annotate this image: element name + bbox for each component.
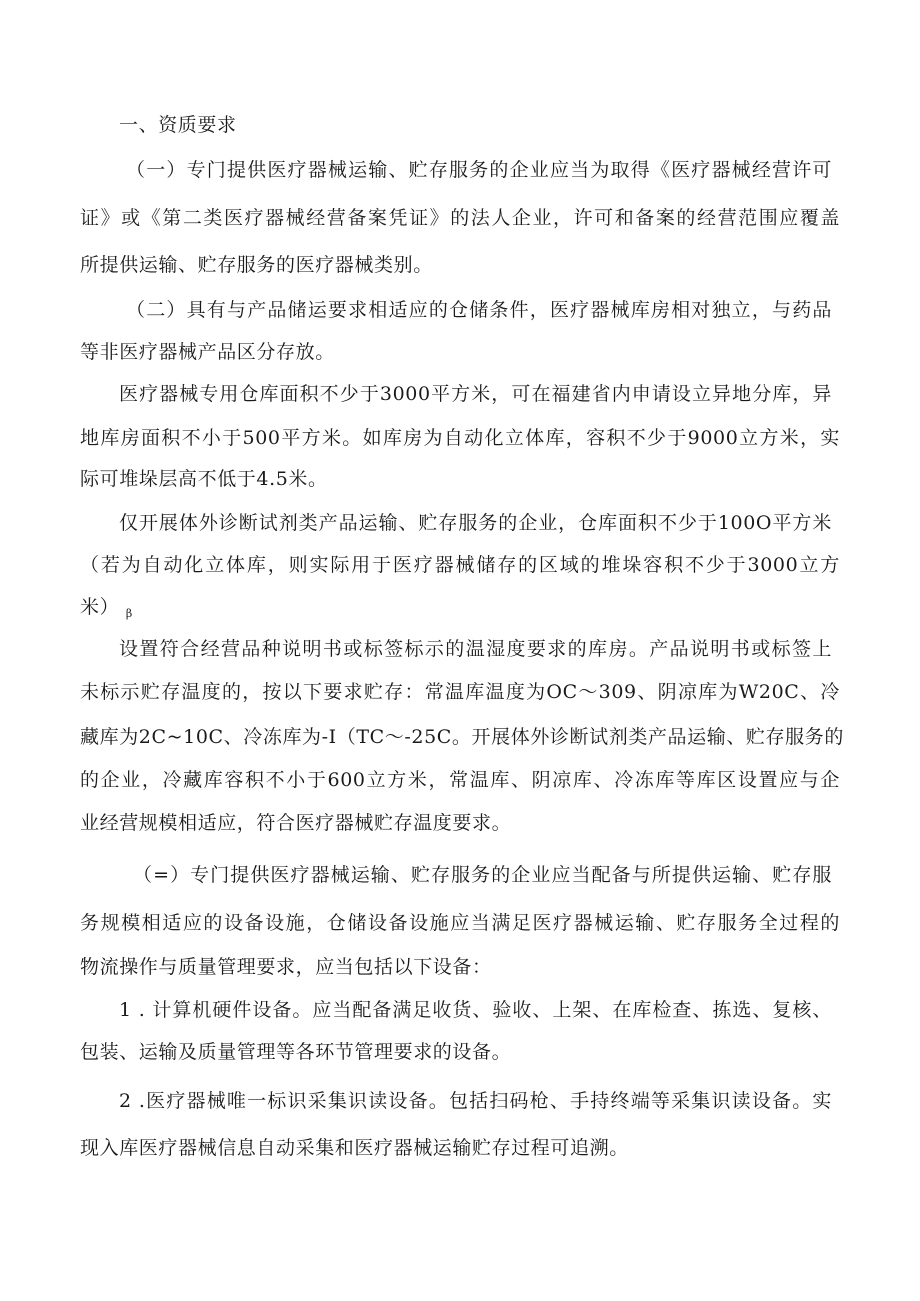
paragraph-line: （一）专门提供医疗器械运输、贮存服务的企业应当为取得《医疗器械经营许可	[126, 159, 832, 181]
paragraph-line: 所提供运输、贮存服务的医疗器械类别。	[80, 254, 433, 276]
paragraph-line: 藏库为2C~10C、冷冻库为-I（TC～-25C。开展体外诊断试剂类产品运输、贮存服务的	[80, 726, 844, 748]
paragraph-line: 1 . 计算机硬件设备。应当配备满足收货、验收、上架、在库检查、拣选、复核、	[119, 999, 832, 1021]
paragraph-line: 未标示贮存温度的，按以下要求贮存：常温库温度为OC～309、阴凉库为W20C、冷	[80, 681, 840, 703]
paragraph-line: 2 .医疗器械唯一标识采集识读设备。包括扫码枪、手持终端等采集识读设备。实	[119, 1090, 832, 1112]
paragraph-line: 际可堆垛层高不低于4.5米。	[80, 468, 328, 490]
paragraph-line: 等非医疗器械产品区分存放。	[80, 341, 335, 363]
subscript-mark: β	[125, 607, 133, 620]
paragraph-line: 业经营规模相适应，符合医疗器械贮存温度要求。	[80, 812, 512, 834]
paragraph-line: 物流操作与质量管理要求，应当包括以下设备：	[80, 956, 492, 978]
paragraph-line: 现入库医疗器械信息自动采集和医疗器械运输贮存过程可追溯。	[80, 1137, 629, 1159]
paragraph-line: （若为自动化立体库，则实际用于医疗器械储存的区域的堆垛容积不少于3000立方	[80, 554, 840, 576]
section-heading: 一、资质要求	[119, 114, 237, 136]
paragraph-line: 设置符合经营品种说明书或标签标示的温湿度要求的库房。产品说明书或标签上	[119, 638, 832, 660]
paragraph-line: 地库房面积不小于500平方米。如库房为自动化立体库，容积不少于9000立方米，实	[80, 427, 840, 449]
paragraph-line: （=）专门提供医疗器械运输、贮存服务的企业应当配备与所提供运输、贮存服	[133, 864, 832, 886]
paragraph-line: 包装、运输及质量管理等各环节管理要求的设备。	[80, 1041, 512, 1063]
paragraph-line: 仅开展体外诊断试剂类产品运输、贮存服务的企业，仓库面积不少于100O平方米	[119, 512, 832, 534]
paragraph-text: 米）	[80, 596, 120, 618]
paragraph-line: 务规模相适应的设备设施，仓储设备设施应当满足医疗器械运输、贮存服务全过程的	[80, 912, 840, 934]
paragraph-line: 医疗器械专用仓库面积不少于3000平方米，可在福建省内申请设立异地分库，异	[119, 383, 832, 405]
paragraph-line	[80, 595, 840, 626]
paragraph-line: 证》或《第二类医疗器械经营备案凭证》的法人企业，许可和备案的经营范围应覆盖	[80, 207, 840, 229]
paragraph-line: 的企业，冷藏库容积不小于600立方米，常温库、阴凉库、冷冻库等库区设置应与企	[80, 769, 840, 791]
paragraph-line: （二）具有与产品储运要求相适应的仓储条件，医疗器械库房相对独立，与药品	[126, 299, 832, 321]
